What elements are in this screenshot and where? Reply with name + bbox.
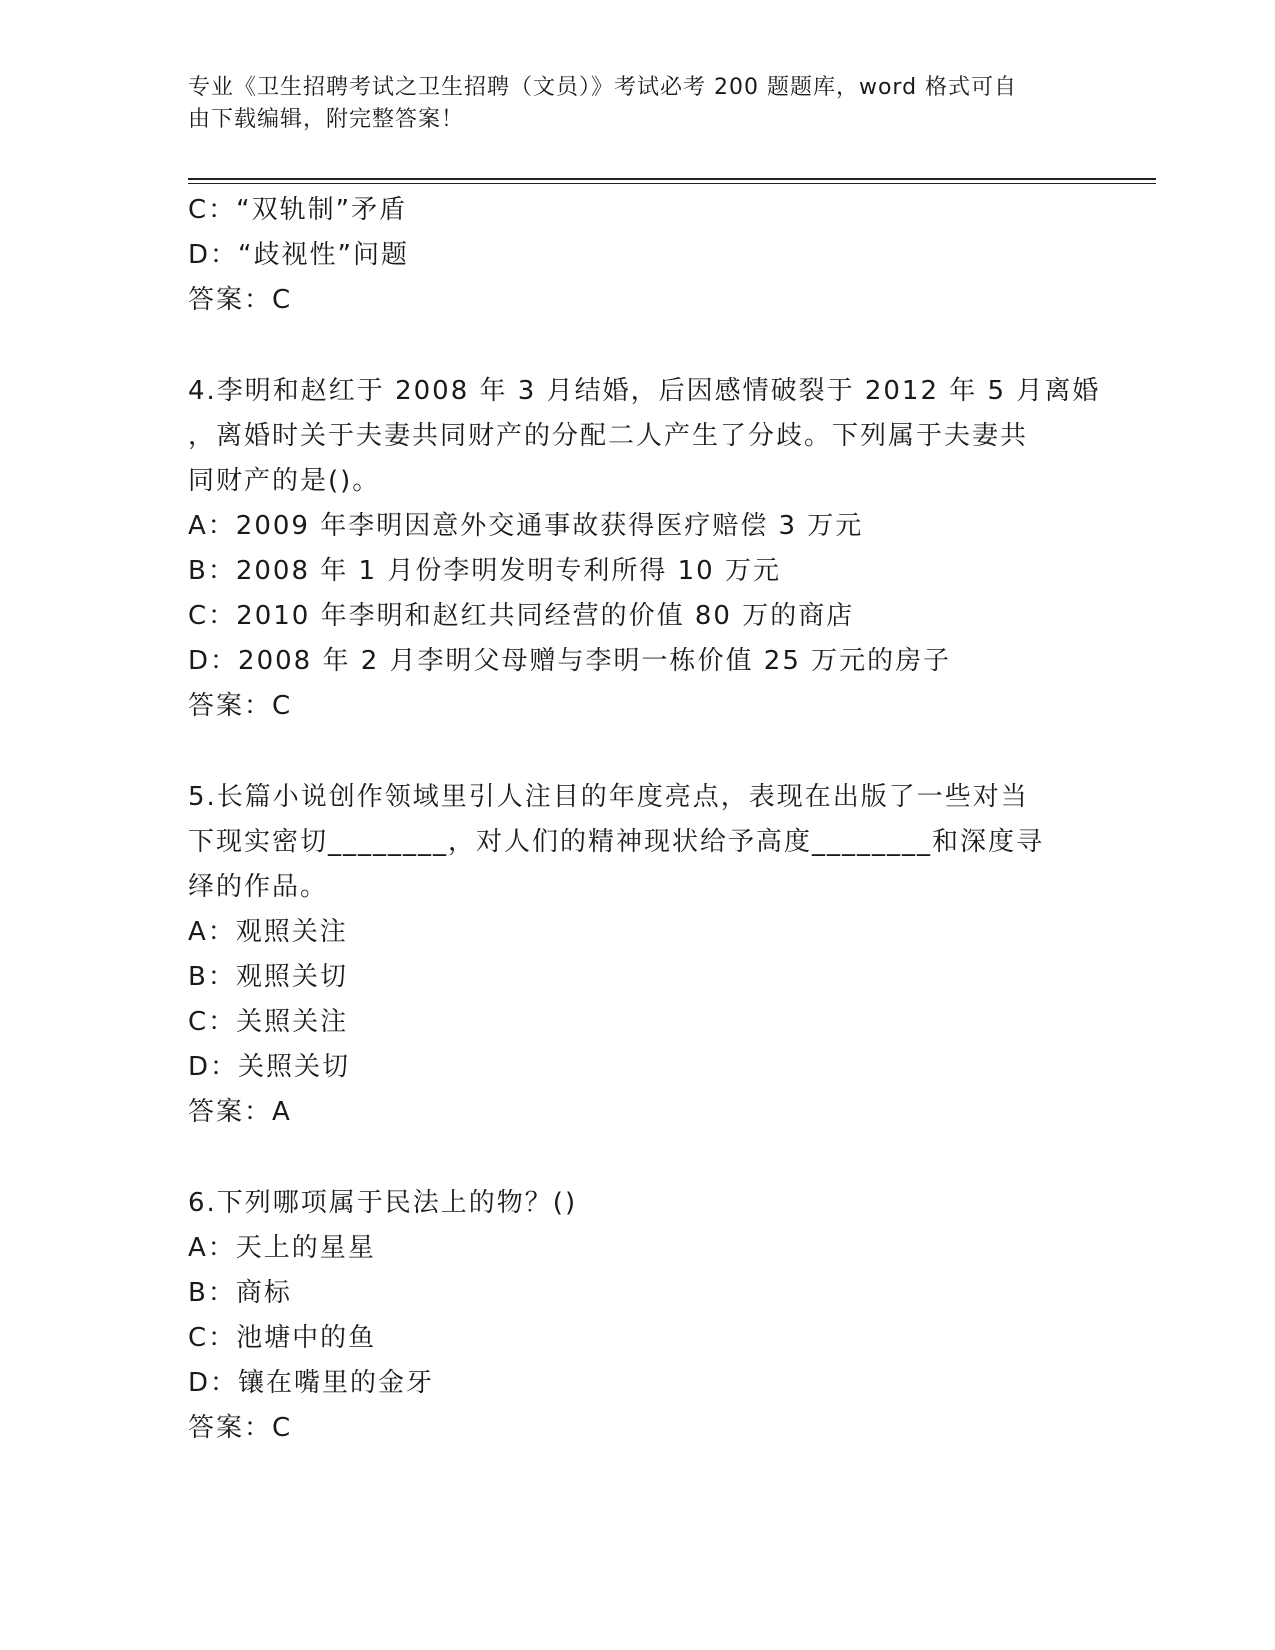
- question-4-answer: 答案：C: [188, 691, 293, 721]
- question-5-option-a: A：观照关注: [188, 917, 348, 947]
- question-5-option-b: B：观照关切: [188, 962, 348, 992]
- question-6-option-d: D：镶在嘴里的金牙: [188, 1368, 435, 1398]
- question-6-text-line-1: 6.下列哪项属于民法上的物？(): [188, 1188, 578, 1218]
- header-title-line-2: 由下载编辑，附完整答案！: [188, 107, 465, 132]
- header-divider-thick: [188, 178, 1156, 180]
- question-4-text-line-3: 同财产的是()。: [188, 466, 381, 496]
- previous-question-tail: [188, 188, 1068, 323]
- question-5-option-d: D：关照关切: [188, 1052, 351, 1082]
- question-6-answer: 答案：C: [188, 1413, 293, 1443]
- question-6-option-c: C：池塘中的鱼: [188, 1323, 377, 1353]
- document-header: [188, 72, 1068, 136]
- question-5: [188, 775, 1068, 1135]
- header-divider-thin: [188, 183, 1156, 184]
- question-4-option-a: A：2009 年李明因意外交通事故获得医疗赔偿 3 万元: [188, 511, 864, 541]
- question-5-text-line-3: 绎的作品。: [188, 872, 329, 902]
- option-c: C：“双轨制”矛盾: [188, 195, 408, 225]
- question-6-option-a: A：天上的星星: [188, 1233, 376, 1263]
- question-4-option-d: D：2008 年 2 月李明父母赠与李明一栋价值 25 万元的房子: [188, 646, 952, 676]
- question-4-text-line-1: 4.李明和赵红于 2008 年 3 月结婚，后因感情破裂于 2012 年 5 月离婚: [188, 376, 1101, 406]
- option-d: D：“歧视性”问题: [188, 240, 409, 270]
- question-6: [188, 1181, 1068, 1451]
- header-title-line-1: 专业《卫生招聘考试之卫生招聘（文员）》考试必考 200 题题库，word 格式可自: [188, 75, 1018, 100]
- question-5-option-c: C：关照关注: [188, 1007, 349, 1037]
- question-4: [188, 369, 1101, 729]
- question-5-text-line-1: 5.长篇小说创作领域里引人注目的年度亮点，表现在出版了一些对当: [188, 782, 1029, 812]
- question-5-text-line-2: 下现实密切________，对人们的精神现状给予高度________和深度寻: [188, 827, 1045, 857]
- question-6-option-b: B：商标: [188, 1278, 292, 1308]
- question-4-option-c: C：2010 年李明和赵红共同经营的价值 80 万的商店: [188, 601, 855, 631]
- question-list: [188, 188, 1101, 1451]
- question-4-option-b: B：2008 年 1 月份李明发明专利所得 10 万元: [188, 556, 781, 586]
- answer-line: 答案：C: [188, 285, 293, 315]
- question-4-text-line-2: ，离婚时关于夫妻共同财产的分配二人产生了分歧。下列属于夫妻共: [188, 421, 1029, 451]
- question-5-answer: 答案：A: [188, 1097, 292, 1127]
